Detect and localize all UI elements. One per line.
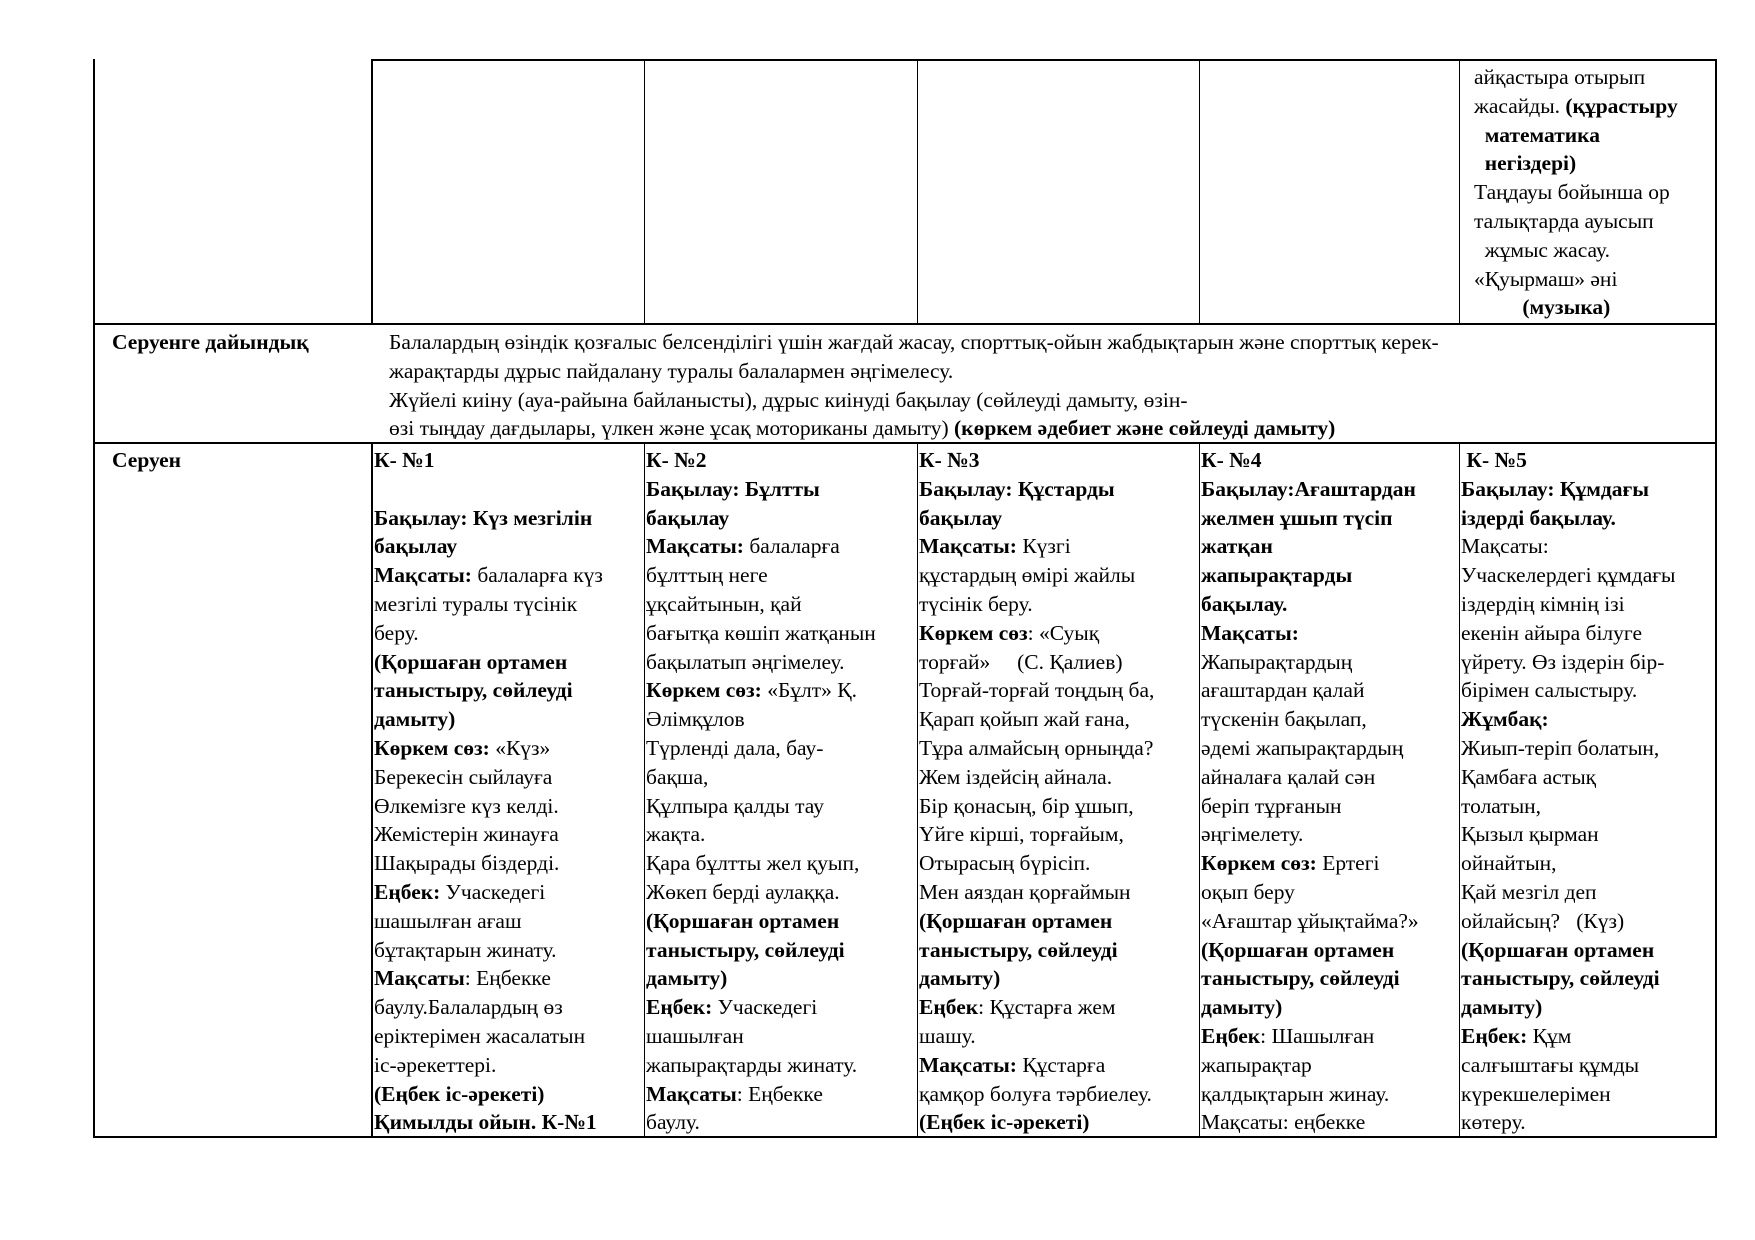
- text-line: үйрету. Өз іздерін бір-: [1461, 649, 1665, 674]
- text-line: негіздері): [1484, 151, 1577, 176]
- text-line: (Қоршаған ортамен: [646, 908, 840, 933]
- text-line: (Қоршаған ортамен: [919, 908, 1113, 933]
- grid-line: [1199, 59, 1200, 324]
- text-line: әңгімелету.: [1201, 822, 1304, 847]
- text-line: жұмыс жасау.: [1474, 237, 1610, 262]
- text-line: бақылау: [646, 505, 730, 530]
- text-line: торғай» (С. Қалиев): [919, 649, 1123, 674]
- text-line: талықтарда ауысып: [1474, 208, 1654, 233]
- text-line: Мақсаты: еңбекке: [1201, 1110, 1366, 1135]
- text-line: бақылау: [374, 534, 458, 559]
- text-line: математика: [1484, 122, 1600, 147]
- text-line: Бір қонасың, бір ұшып,: [919, 793, 1134, 818]
- text-line: Мақсаты: Күзгі: [919, 534, 1071, 559]
- walk-col-2: [646, 446, 876, 1137]
- text-line: Мақсаты: Құстарға: [919, 1052, 1106, 1077]
- walk-col-4: [1201, 446, 1419, 1137]
- text-line: баулу.: [646, 1110, 700, 1135]
- text-line: толатын,: [1461, 793, 1542, 818]
- text-line: (Қоршаған ортамен: [374, 649, 568, 674]
- text-line: Әлімқұлов: [646, 707, 745, 732]
- text-line: Көркем сөз: Ертегі: [1201, 851, 1380, 876]
- text-line: бағытқа көшіп жатқанын: [646, 620, 876, 645]
- text-line: Учаскелердегі құмдағы: [1461, 563, 1676, 588]
- text-line: Өлкемізге күз келді.: [374, 793, 559, 818]
- text-line: Мақсаты:: [1461, 534, 1549, 559]
- text-line: «Қуырмаш» әні: [1474, 266, 1618, 291]
- grid-line: [371, 442, 373, 1138]
- text-line: Жемістерін жинауға: [374, 822, 559, 847]
- text-line: дамыту): [1461, 995, 1543, 1020]
- text-line: жатқан: [1201, 534, 1273, 559]
- text-line: айқастыра отырып: [1474, 65, 1646, 89]
- text-line: бақша,: [646, 764, 709, 789]
- text-line: түскенін бақылап,: [1201, 707, 1367, 732]
- prep-row-label: Серуенге дайындық: [112, 330, 309, 354]
- text-line: еріктерімен жасалатын: [374, 1023, 586, 1048]
- grid-line: [644, 442, 645, 1138]
- text-line: баулу.Балалардың өз: [374, 995, 563, 1020]
- text-line: Бақылау: Құстарды: [919, 476, 1115, 501]
- grid-line: [372, 59, 1717, 61]
- text-line: Мақсаты: Еңбекке: [646, 1081, 823, 1106]
- text-line: күрекшелерімен: [1461, 1081, 1611, 1106]
- text-line: Шақырады біздерді.: [374, 851, 560, 876]
- text-line: Балалардың өзіндік қозғалыс белсенділігі үшін жағдай жасау, спорттық-ойын жабдықтарын және спорттық керек-: [389, 330, 1439, 354]
- text-line: таныстыру, сөйлеуді: [1201, 966, 1400, 991]
- text-line: Таңдауы бойынша ор: [1474, 180, 1670, 205]
- text-line: екенін айыра білуге: [1461, 620, 1642, 645]
- text-line: жапырақтар: [1201, 1052, 1312, 1077]
- text-line: Берекесін сыйлауға: [374, 764, 553, 789]
- text-line: дамыту): [374, 707, 456, 732]
- text-line: ойнайтын,: [1461, 851, 1557, 876]
- text-line: жақта.: [646, 822, 706, 847]
- text-line: салғыштағы құмды: [1461, 1052, 1640, 1077]
- text-line: бірімен салыстыру.: [1461, 678, 1638, 703]
- text-line: Еңбек: Құстарға жем: [919, 995, 1116, 1020]
- text-line: шашылған: [646, 1023, 744, 1048]
- text-line: бақылау: [919, 505, 1003, 530]
- text-line: түсінік беру.: [919, 591, 1033, 616]
- text-line: іс-әрекеттері.: [374, 1052, 497, 1077]
- text-line: дамыту): [646, 966, 728, 991]
- text-line: Қызыл қырман: [1461, 822, 1599, 847]
- text-line: Қай мезгіл деп: [1461, 879, 1597, 904]
- walk-col-1: [374, 446, 603, 1137]
- text-line: Қимылды ойын. К-№1: [374, 1110, 597, 1135]
- text-line: бұтақтарын жинату.: [374, 937, 557, 962]
- grid-line: [1715, 59, 1717, 1138]
- text-line: Еңбек: Учаскедегі: [646, 995, 818, 1020]
- text-line: дамыту): [919, 966, 1001, 991]
- text-line: Түрленді дала, бау-: [646, 735, 824, 760]
- text-line: «Ағаштар ұйықтайма?»: [1201, 908, 1419, 933]
- text-line: құстардың өмірі жайлы: [919, 563, 1136, 588]
- text-line: таныстыру, сөйлеуді: [374, 678, 573, 703]
- text-line: Торғай-торғай тоңдың ба,: [919, 678, 1155, 703]
- text-line: әдемі жапырақтардың: [1201, 735, 1404, 760]
- text-line: Тұра алмайсың орныңда?: [919, 735, 1154, 760]
- text-line: [374, 475, 603, 504]
- grid-line: [371, 59, 373, 324]
- grid-line: [917, 442, 918, 1138]
- text-line: Қамбаға астық: [1461, 764, 1597, 789]
- text-line: жапырақтарды жинату.: [646, 1052, 858, 1077]
- text-line: Бақылау: Бұлтты: [646, 476, 820, 501]
- text-line: Жиып-теріп болатын,: [1461, 735, 1660, 760]
- text-line: Жүйелі киіну (ауа-райына байланысты), дұрыс киінуді бақылау (сөйлеуді дамыту, өзін-: [389, 387, 1188, 412]
- text-line: К- №1: [374, 448, 435, 472]
- text-line: Бақылау:Ағаштардан: [1201, 476, 1416, 501]
- text-line: жапырақтарды: [1201, 563, 1353, 588]
- grid-line: [644, 59, 645, 324]
- text-line: таныстыру, сөйлеуді: [646, 937, 845, 962]
- text-line: айналаға қалай сән: [1201, 764, 1376, 789]
- top-row-col6-cell: [1474, 63, 1678, 322]
- text-line: Жапырақтардың: [1201, 649, 1353, 674]
- text-line: Еңбек: Құм: [1461, 1023, 1572, 1048]
- text-line: шашылған ағаш: [374, 908, 522, 933]
- text-line: шашу.: [919, 1023, 976, 1048]
- text-line: желмен ұшып түсіп: [1201, 505, 1393, 530]
- text-line: Бақылау: Құмдағы: [1461, 476, 1650, 501]
- walk-row-label: Серуен: [112, 448, 182, 472]
- text-line: жасайды. (құрастыру: [1474, 93, 1678, 118]
- grid-line: [917, 59, 918, 324]
- text-line: іздердің кімнің ізі: [1461, 591, 1625, 616]
- walk-col-3: [919, 446, 1154, 1137]
- grid-line: [93, 59, 95, 1138]
- text-line: бақылау.: [1201, 591, 1288, 616]
- text-line: бақылатып әңгімелеу.: [646, 649, 845, 674]
- text-line: Жөкеп берді аулаққа.: [646, 879, 840, 904]
- text-line: (музыка): [1522, 295, 1611, 320]
- text-line: Отырасың бүрісіп.: [919, 851, 1091, 876]
- text-line: (Еңбек іс-әрекеті): [374, 1081, 545, 1106]
- text-line: Жем іздейсің айнала.: [919, 764, 1113, 789]
- grid-line: [93, 323, 1717, 325]
- text-line: көтеру.: [1461, 1110, 1526, 1135]
- text-line: Жұмбақ:: [1461, 707, 1549, 732]
- grid-line: [1199, 442, 1200, 1138]
- text-line: Қара бұлтты жел қуып,: [646, 851, 860, 876]
- text-line: ойлайсың? (Күз): [1461, 908, 1625, 933]
- text-line: беріп тұрғанын: [1201, 793, 1342, 818]
- prep-row-content: [389, 328, 1439, 443]
- text-line: мезгілі туралы түсінік: [374, 591, 578, 616]
- text-line: қалдықтарын жинау.: [1201, 1081, 1390, 1106]
- text-line: Бақылау: Күз мезгілін: [374, 505, 593, 530]
- text-line: Көркем сөз: «Күз»: [374, 735, 551, 760]
- text-line: Мақсаты:: [1201, 620, 1299, 645]
- text-line: оқып беру: [1201, 879, 1295, 904]
- grid-line: [1459, 442, 1460, 1138]
- text-line: (Қоршаған ортамен: [1461, 937, 1655, 962]
- text-line: ұқсайтынын, қай: [646, 591, 802, 616]
- text-line: Еңбек: Учаскедегі: [374, 879, 546, 904]
- text-line: ағаштардан қалай: [1201, 678, 1365, 703]
- text-line: Мақсаты: Еңбекке: [374, 966, 551, 991]
- grid-line: [1459, 59, 1460, 324]
- text-line: бұлттың неге: [646, 563, 768, 588]
- text-line: таныстыру, сөйлеуді: [919, 937, 1118, 962]
- text-line: К- №4: [1201, 448, 1262, 472]
- text-line: жарақтарды дұрыс пайдалану туралы балалармен әңгімелесу.: [389, 358, 954, 383]
- text-line: Үйге кірші, торғайым,: [919, 822, 1124, 847]
- text-line: К- №5: [1466, 448, 1527, 472]
- text-line: Құлпыра қалды тау: [646, 793, 824, 818]
- text-line: өзі тыңдау дағдылары, үлкен және ұсақ моториканы дамыту) (көркем әдебиет және сөйлеуді дамыту): [389, 416, 1336, 441]
- text-line: Мен аяздан қорғаймын: [919, 879, 1131, 904]
- text-line: К- №3: [919, 448, 980, 472]
- text-line: Көркем сөз: «Бұлт» Қ.: [646, 678, 857, 703]
- text-line: Мақсаты: балаларға күз: [374, 563, 603, 588]
- text-line: Еңбек: Шашылған: [1201, 1023, 1375, 1048]
- text-line: Қарап қойып жай ғана,: [919, 707, 1130, 732]
- walk-col-5: [1461, 446, 1676, 1137]
- text-line: іздерді бақылау.: [1461, 505, 1616, 530]
- text-line: Көркем сөз: «Суық: [919, 620, 1100, 645]
- text-line: таныстыру, сөйлеуді: [1461, 966, 1660, 991]
- text-line: (Қоршаған ортамен: [1201, 937, 1395, 962]
- text-line: Мақсаты: балаларға: [646, 534, 840, 559]
- text-line: К- №2: [646, 448, 707, 472]
- text-line: дамыту): [1201, 995, 1283, 1020]
- text-line: (Еңбек іс-әрекеті): [919, 1110, 1090, 1135]
- text-line: қамқор болуға тәрбиелеу.: [919, 1081, 1152, 1106]
- text-line: беру.: [374, 620, 419, 645]
